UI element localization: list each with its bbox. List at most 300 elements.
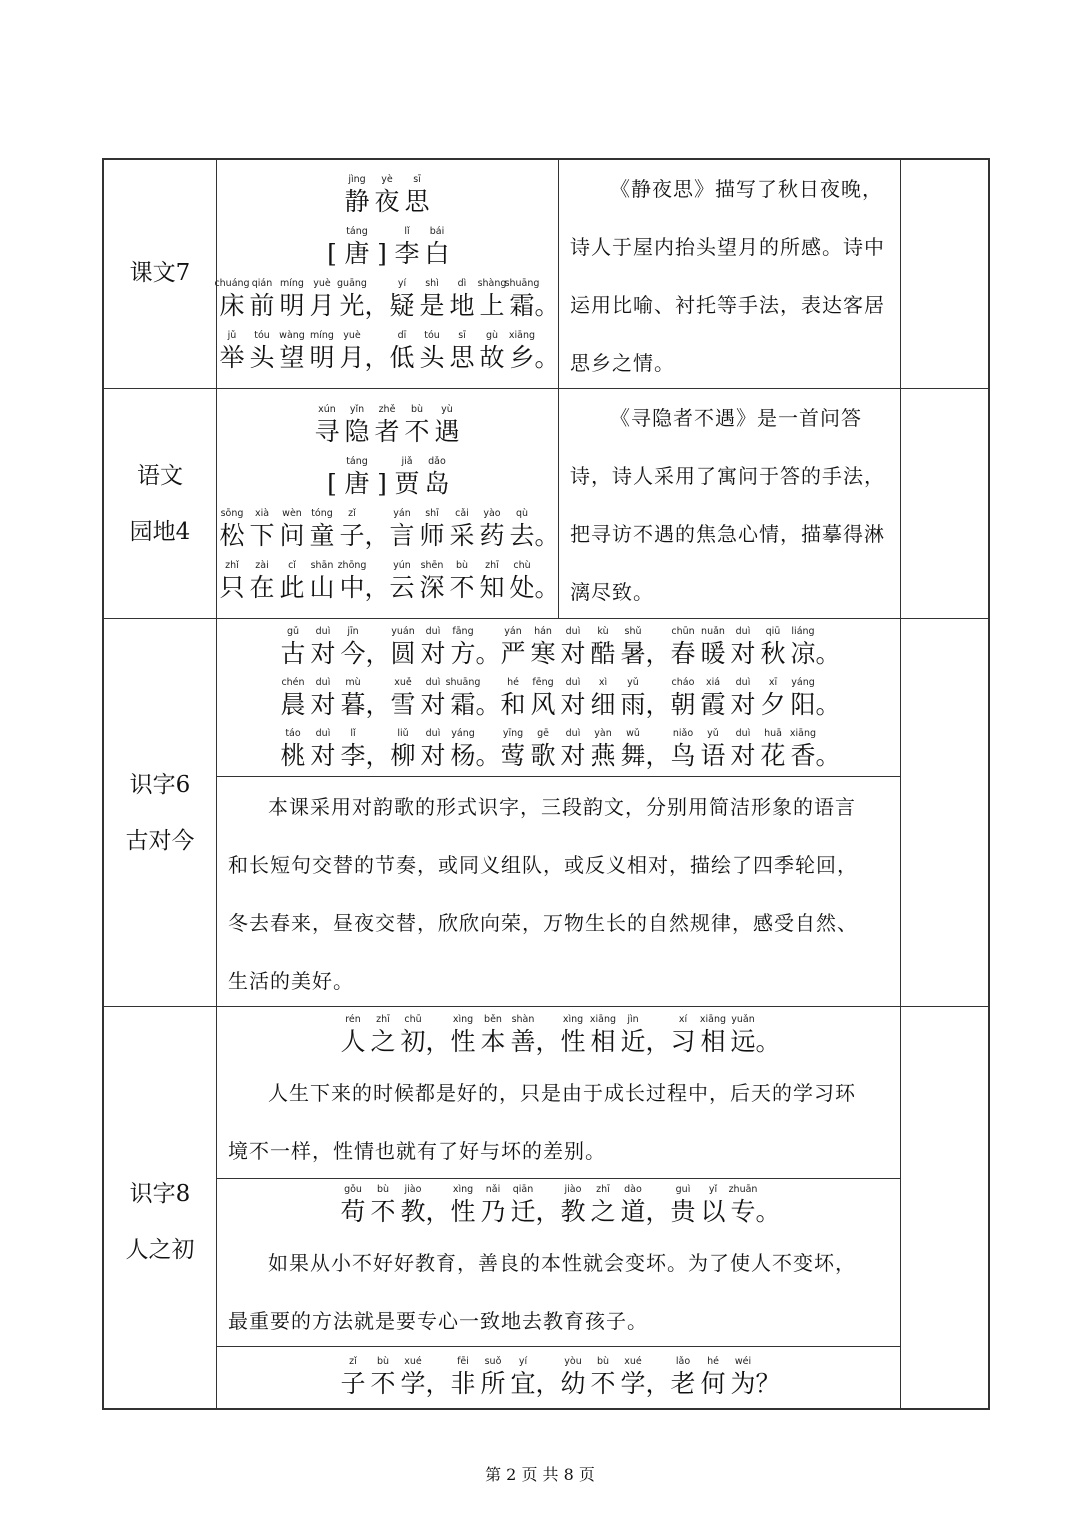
annotated-char [277, 330, 307, 374]
hanzi-text: 宜 [510, 1369, 536, 1398]
pinyin-text: yuè [313, 278, 331, 289]
pinyin-text: duì [735, 626, 751, 637]
hanzi-text: 言 [389, 521, 415, 550]
annotated-char [645, 728, 671, 772]
hanzi-text: 是 [419, 291, 445, 320]
hanzi-text: 朝 [670, 690, 696, 719]
hanzi-text: 。 [475, 741, 501, 770]
annotated-char [338, 1356, 368, 1400]
pinyin-text: jiǎ [401, 456, 413, 467]
pinyin-text: lǐ [404, 226, 410, 237]
annotated-char [247, 560, 277, 604]
pinyin-text: míng [310, 330, 334, 341]
annotated-char [475, 728, 501, 772]
annotated-char [342, 456, 372, 500]
hanzi-text: 歌 [530, 741, 556, 770]
poem-title [216, 174, 558, 218]
pinyin-text: yáng [791, 677, 815, 688]
annotated-char [338, 1184, 368, 1228]
poem-note: 《静夜思》描写了秋日夜晚，诗人于屋内抬头望月的所感。诗中运用比喻、衬托等手法，表达客居思乡之情。 [570, 177, 885, 375]
annotated-char [477, 330, 507, 374]
hanzi-text: 静 [344, 187, 370, 216]
lesson-table [102, 158, 990, 1410]
annotated-char [645, 626, 671, 670]
hanzi-text: 。 [815, 741, 841, 770]
row-label-text: 课文7 [129, 260, 191, 286]
hanzi-text: ， [425, 1369, 451, 1398]
rhyme-note [228, 778, 894, 1010]
hanzi-text: 教 [400, 1197, 426, 1226]
hanzi-text: 秋 [760, 639, 786, 668]
hanzi-text: 思 [449, 343, 475, 372]
annotated-char [388, 677, 418, 721]
hanzi-text: 月 [309, 291, 335, 320]
pinyin-text: yàn [594, 728, 612, 739]
poem-line [216, 330, 558, 374]
pinyin-text: guāng [337, 278, 367, 289]
classic-section [216, 1356, 900, 1406]
annotated-char [398, 1356, 428, 1400]
note-line: 最重要的方法就是要专心一致地去教育孩子。 [228, 1309, 648, 1333]
note-line: 和长短句交替的节奏，或同义组队，或反义相对，描绘了四季轮回， [228, 853, 858, 877]
annotated-char [342, 226, 372, 270]
hanzi-text: 深 [419, 573, 445, 602]
annotated-char [418, 626, 448, 670]
annotated-char [364, 508, 390, 552]
hanzi-text: 对 [310, 690, 336, 719]
hanzi-text: 远 [730, 1027, 756, 1056]
hanzi-text: 不 [449, 573, 475, 602]
annotated-char [445, 677, 481, 721]
pinyin-text: shàng [477, 278, 507, 289]
annotated-char [418, 728, 448, 772]
annotated-char [364, 560, 390, 604]
hanzi-text: [ [327, 469, 337, 498]
hanzi-text: 李 [340, 741, 366, 770]
hanzi-text: 对 [730, 690, 756, 719]
annotated-char [387, 330, 417, 374]
hanzi-text: 岛 [424, 469, 450, 498]
hanzi-text: 。 [755, 1027, 781, 1056]
hanzi-text: 采 [449, 521, 475, 550]
annotated-char [788, 728, 818, 772]
annotated-char [402, 174, 432, 218]
annotated-char [277, 278, 307, 322]
hanzi-text: 严 [500, 639, 526, 668]
annotated-char [788, 677, 818, 721]
pinyin-text: yí [397, 278, 407, 289]
pinyin-text: niǎo [672, 728, 694, 739]
pinyin-text: fāng [452, 626, 474, 637]
pinyin-text: duì [735, 677, 751, 688]
pinyin-text: bái [429, 226, 445, 237]
pinyin-text: duì [425, 728, 441, 739]
pinyin-text: gù [485, 330, 499, 341]
pinyin-text: chuáng [214, 278, 250, 289]
annotated-char [388, 626, 418, 670]
hanzi-text: 性 [450, 1027, 476, 1056]
annotated-char [312, 404, 342, 448]
pinyin-text: táng [346, 456, 368, 467]
annotated-char [214, 278, 250, 322]
annotated-char [535, 1014, 561, 1058]
rhyme-line [216, 677, 900, 721]
annotated-char [307, 560, 337, 604]
hanzi-text: 道 [620, 1197, 646, 1226]
annotated-char [668, 626, 698, 670]
pinyin-text: qiū [765, 626, 781, 637]
hanzi-text: 寻 [314, 417, 340, 446]
pinyin-text: xì [598, 677, 608, 688]
pinyin-text: yǔ [627, 677, 639, 688]
annotated-char [342, 174, 372, 218]
annotated-char [558, 1014, 588, 1058]
pinyin-text: chén [281, 677, 305, 688]
annotated-char [815, 728, 841, 772]
hanzi-text: 前 [249, 291, 275, 320]
pinyin-text: gǒu [344, 1184, 362, 1195]
pinyin-text: bù [596, 1356, 610, 1367]
pinyin-text: zhī [376, 1014, 390, 1025]
annotated-char [387, 508, 417, 552]
pinyin-text: zhǐ [225, 560, 239, 571]
row-label [104, 1166, 216, 1278]
annotated-char [247, 278, 277, 322]
pinyin-text: yǐn [349, 404, 365, 415]
hanzi-text: 子 [339, 521, 365, 550]
annotated-char [448, 1014, 478, 1058]
pinyin-text: chū [404, 1014, 422, 1025]
pinyin-text: táo [285, 728, 301, 739]
pinyin-text: shuāng [504, 278, 540, 289]
hanzi-text: 为 [730, 1369, 756, 1398]
annotated-char [342, 404, 372, 448]
hanzi-text: 。 [815, 639, 841, 668]
row-label [104, 757, 216, 869]
hanzi-text: 和 [500, 690, 526, 719]
annotated-char [758, 728, 788, 772]
hanzi-text: 对 [310, 741, 336, 770]
pinyin-text: shàn [511, 1014, 535, 1025]
poem-line [216, 278, 558, 322]
pinyin-text: dǎo [428, 456, 446, 467]
hanzi-text: 老 [670, 1369, 696, 1398]
annotated-char [528, 626, 558, 670]
row-label [104, 448, 216, 560]
hanzi-text: 之 [370, 1027, 396, 1056]
annotated-char [668, 1014, 698, 1058]
hanzi-text: 低 [389, 343, 415, 372]
row-label-text: 人之初 [125, 1237, 195, 1263]
hanzi-text: 对 [560, 741, 586, 770]
annotated-char [387, 560, 417, 604]
hanzi-text: 酷 [590, 639, 616, 668]
annotated-char [618, 1356, 648, 1400]
pinyin-text: shī [425, 508, 439, 519]
hanzi-text: 杨 [450, 741, 476, 770]
hanzi-text: 者 [374, 417, 400, 446]
annotated-char [247, 508, 277, 552]
hanzi-text: ， [364, 343, 390, 372]
annotated-char [668, 1184, 698, 1228]
hanzi-text: 寒 [530, 639, 556, 668]
pinyin-text: shì [425, 278, 439, 289]
annotated-char [508, 1184, 538, 1228]
hanzi-text: 相 [700, 1027, 726, 1056]
poem-block [216, 174, 558, 382]
hanzi-text: 。 [534, 343, 560, 372]
pinyin-text: duì [315, 728, 331, 739]
annotated-char [448, 1356, 478, 1400]
hanzi-text: 不 [370, 1197, 396, 1226]
pinyin-text: duì [315, 677, 331, 688]
pinyin-text: sī [458, 330, 466, 341]
pinyin-text: chù [513, 560, 531, 571]
hanzi-text: 此 [279, 573, 305, 602]
note-line: 境不一样，性情也就有了好与坏的差别。 [228, 1139, 606, 1163]
annotated-char [508, 1356, 538, 1400]
pinyin-text: qián [251, 278, 273, 289]
annotated-char [392, 456, 422, 500]
annotated-char [788, 626, 818, 670]
pinyin-text: yuán [391, 626, 415, 637]
annotated-char [388, 728, 418, 772]
annotated-char [618, 626, 648, 670]
pinyin-text: qù [515, 508, 529, 519]
annotated-char [368, 1356, 398, 1400]
pinyin-text: cǎi [455, 508, 469, 519]
hanzi-text: 贾 [394, 469, 420, 498]
pinyin-text: xiāng [589, 1014, 617, 1025]
hanzi-text: ， [365, 639, 391, 668]
hanzi-text: 知 [479, 573, 505, 602]
hanzi-text: ， [535, 1027, 561, 1056]
pinyin-text: tóu [424, 330, 440, 341]
annotated-char [618, 728, 648, 772]
hanzi-text: 柳 [390, 741, 416, 770]
pinyin-text: gǔ [286, 626, 300, 637]
note-line: 生活的美好。 [228, 969, 354, 993]
annotated-char [507, 508, 537, 552]
pinyin-text: shēn [420, 560, 444, 571]
hanzi-text: 晨 [280, 690, 306, 719]
annotated-char [308, 677, 338, 721]
hanzi-text: 。 [534, 573, 560, 602]
col-divider [900, 160, 901, 1408]
hanzi-text: 春 [670, 639, 696, 668]
annotated-char [528, 677, 558, 721]
hanzi-text: ， [364, 521, 390, 550]
pinyin-text: xìng [452, 1014, 474, 1025]
row-label-text: 识字6 [129, 772, 191, 798]
annotated-char [758, 677, 788, 721]
annotated-char [815, 626, 841, 670]
rhyme-line [216, 728, 900, 772]
hanzi-text: 子 [340, 1369, 366, 1398]
annotated-char [364, 330, 390, 374]
pinyin-text: lǐ [350, 728, 356, 739]
hanzi-text: 语 [700, 741, 726, 770]
pinyin-text: zhī [485, 560, 499, 571]
hanzi-text: 习 [670, 1027, 696, 1056]
pinyin-text: zài [255, 560, 269, 571]
hanzi-text: 风 [530, 690, 556, 719]
hanzi-text: ， [645, 639, 671, 668]
pinyin-text: guì [675, 1184, 691, 1195]
pinyin-text: zhōng [337, 560, 367, 571]
pinyin-text: suǒ [484, 1356, 502, 1367]
hanzi-text: 。 [534, 291, 560, 320]
hanzi-text: 对 [560, 639, 586, 668]
pinyin-text: liáng [791, 626, 815, 637]
hanzi-text: 松 [219, 521, 245, 550]
annotated-char [372, 174, 402, 218]
hanzi-text: 教 [560, 1197, 586, 1226]
annotated-char [398, 1014, 428, 1058]
hanzi-text: 。 [755, 1197, 781, 1226]
hanzi-text: 山 [309, 573, 335, 602]
annotated-char [698, 728, 728, 772]
pinyin-text: xìng [562, 1014, 584, 1025]
pinyin-text: hé [507, 677, 519, 688]
annotated-char [534, 330, 560, 374]
hanzi-text: ， [645, 690, 671, 719]
hanzi-text: ， [364, 291, 390, 320]
hanzi-text: ， [365, 741, 391, 770]
annotated-char [338, 677, 368, 721]
pinyin-text: yòu [564, 1356, 582, 1367]
hanzi-text: 性 [560, 1027, 586, 1056]
note-line: 冬去春来，昼夜交替，欣欣向荣，万物生长的自然规律，感受自然、 [228, 911, 858, 935]
annotated-char [392, 226, 422, 270]
pinyin-text: zhī [596, 1184, 610, 1195]
pinyin-text: dī [397, 330, 407, 341]
annotated-char [365, 626, 391, 670]
hanzi-text: ， [645, 1197, 671, 1226]
annotated-char [478, 1184, 508, 1228]
hanzi-text: 乃 [480, 1197, 506, 1226]
hanzi-text: 幼 [560, 1369, 586, 1398]
pinyin-text: dì [457, 278, 467, 289]
hanzi-text: 。 [815, 690, 841, 719]
annotated-char [528, 728, 558, 772]
annotated-char [475, 677, 501, 721]
pinyin-text: duì [425, 677, 441, 688]
hanzi-text: 霞 [700, 690, 726, 719]
annotated-char [422, 456, 452, 500]
annotated-char [558, 677, 588, 721]
hanzi-text: 。 [475, 639, 501, 668]
hanzi-text: 对 [730, 639, 756, 668]
annotated-char [618, 677, 648, 721]
hanzi-text: 唐 [344, 239, 370, 268]
row-label-text: 语文 [137, 463, 183, 489]
pinyin-text: qiān [512, 1184, 534, 1195]
annotated-char [338, 626, 368, 670]
annotated-char [558, 1184, 588, 1228]
annotated-char [247, 330, 277, 374]
hanzi-text: 只 [219, 573, 245, 602]
annotated-char [618, 1184, 648, 1228]
hanzi-text: 学 [400, 1369, 426, 1398]
hanzi-text: ] [377, 239, 387, 268]
annotated-char [387, 278, 417, 322]
pinyin-text: duì [565, 626, 581, 637]
hanzi-text: 何 [700, 1369, 726, 1398]
hanzi-text: ， [425, 1197, 451, 1226]
pinyin-text: xuě [394, 677, 412, 688]
poem-line [216, 560, 558, 604]
hanzi-text: 上 [479, 291, 505, 320]
classic-section [216, 1014, 900, 1180]
pinyin-text: jīn [347, 626, 359, 637]
hanzi-text: 不 [590, 1369, 616, 1398]
annotated-char [337, 330, 367, 374]
annotated-char [507, 560, 537, 604]
pinyin-text: xún [318, 404, 336, 415]
pinyin-text: duì [565, 677, 581, 688]
hanzi-text: 专 [730, 1197, 756, 1226]
hanzi-text: 迁 [510, 1197, 536, 1226]
annotated-char [307, 330, 337, 374]
hanzi-text: 对 [730, 741, 756, 770]
row-label-text: 古对今 [125, 828, 195, 854]
row-label-text: 识字8 [129, 1181, 191, 1207]
pinyin-text: bù [455, 560, 469, 571]
annotated-char [338, 1014, 368, 1058]
annotated-char [322, 226, 342, 270]
hanzi-text: 所 [480, 1369, 506, 1398]
pinyin-text: shǔ [624, 626, 642, 637]
hanzi-text: 对 [420, 639, 446, 668]
hanzi-text: 处 [509, 573, 535, 602]
hanzi-text: 今 [340, 639, 366, 668]
annotated-char [698, 626, 728, 670]
hanzi-text: 夕 [760, 690, 786, 719]
hanzi-text: 下 [249, 521, 275, 550]
annotated-char [337, 508, 367, 552]
hanzi-text: ， [535, 1197, 561, 1226]
pinyin-text: táng [346, 226, 368, 237]
annotated-char [448, 728, 478, 772]
annotated-char [498, 728, 528, 772]
hanzi-text: 暮 [340, 690, 366, 719]
annotated-char [402, 404, 432, 448]
annotated-char [372, 456, 392, 500]
hanzi-text: ] [377, 469, 387, 498]
pinyin-text: míng [280, 278, 304, 289]
pinyin-text: wèn [282, 508, 302, 519]
annotated-char [755, 1014, 781, 1058]
classic-line [216, 1014, 900, 1058]
poem-note: 《寻隐者不遇》是一首问答诗，诗人采用了寓问于答的手法，把寻访不遇的焦急心情，描摹得淋漓尽致。 [570, 406, 885, 604]
rhyme-line [216, 626, 900, 670]
hanzi-text: 师 [419, 521, 445, 550]
annotated-char [645, 1014, 671, 1058]
hanzi-text: 学 [620, 1369, 646, 1398]
annotated-char [645, 1184, 671, 1228]
annotated-char [698, 677, 728, 721]
hanzi-text: 苟 [340, 1197, 366, 1226]
pinyin-text: shān [310, 560, 334, 571]
hanzi-text: 暑 [620, 639, 646, 668]
annotated-char [417, 560, 447, 604]
hanzi-text: 桃 [280, 741, 306, 770]
pinyin-text: yán [393, 508, 411, 519]
hanzi-text: 不 [370, 1369, 396, 1398]
pinyin-text: yáng [451, 728, 475, 739]
hanzi-text: 童 [309, 521, 335, 550]
